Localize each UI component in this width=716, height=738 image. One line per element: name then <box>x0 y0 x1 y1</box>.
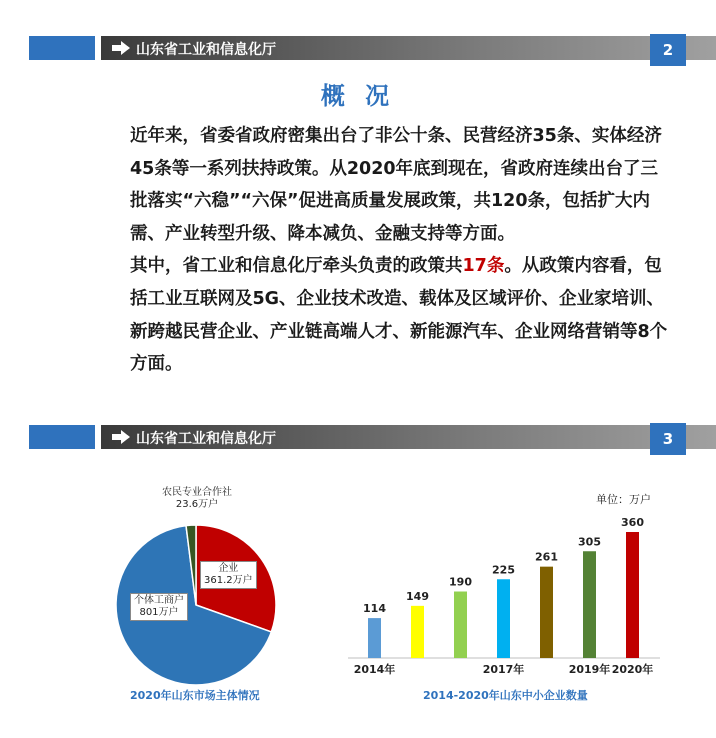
body-text <box>90 120 670 381</box>
paragraph-2-post: 。从政策内容看，包括工业互联网及5G、企业技术改造、载体及区域评价、企业家培训、新跨越民营企业、产业链高端人才、新能源汽车、企业网络营销等8个方面。 <box>130 256 668 375</box>
bar-value-label: 190 <box>449 575 472 589</box>
bar-2018 <box>540 567 553 658</box>
bar-value-label: 225 <box>492 563 515 577</box>
paragraph-2 <box>90 250 670 380</box>
paragraph-2-pre: 其中，省工业和信息化厅牵头负责的政策共 <box>130 256 463 277</box>
header-accent-block <box>29 425 95 449</box>
bar-2019 <box>583 551 596 658</box>
bar-value-label: 114 <box>363 602 386 616</box>
bar-2015 <box>411 606 424 658</box>
arrow-right-icon <box>112 41 130 55</box>
bar-chart-caption: 2014-2020年山东中小企业数量 <box>423 689 588 702</box>
bar-2016 <box>454 592 467 659</box>
x-tick-label: 2019年 <box>568 663 611 676</box>
bar-chart <box>340 498 700 684</box>
bar-value-label: 360 <box>621 516 644 529</box>
header-accent-block <box>29 36 95 60</box>
bar-2020 <box>626 532 639 658</box>
bar-value-label: 149 <box>406 589 429 603</box>
unit-label: 单位：万户 <box>596 493 651 506</box>
highlight-count: 17条 <box>462 256 505 277</box>
bar-2017 <box>497 579 510 658</box>
header-org-title: 山东省工业和信息化厅 <box>136 431 276 447</box>
pie-svg <box>100 513 290 689</box>
x-tick-label: 2014年 <box>353 663 396 676</box>
bar-value-label: 305 <box>578 535 601 549</box>
pie-label-enterprise: 企业 361.2万户 <box>200 561 257 589</box>
pie-chart-caption: 2020年山东市场主体情况 <box>130 689 260 702</box>
header-org-title: 山东省工业和信息化厅 <box>136 42 276 58</box>
pie-label-coop: 农民专业合作社 23.6万户 <box>162 487 232 510</box>
pie-label-individual: 个体工商户 801万户 <box>130 593 188 621</box>
slide-title: 概 况 <box>320 82 396 110</box>
pie-chart <box>100 483 290 713</box>
bar-value-label: 261 <box>535 550 558 564</box>
slide2-header <box>0 36 716 60</box>
x-tick-label: 2017年 <box>482 663 525 676</box>
arrow-right-icon <box>112 430 130 444</box>
bar-2014 <box>368 618 381 658</box>
paragraph-1: 近年来，省委省政府密集出台了非公十条、民营经济35条、实体经济45条等一系列扶持政策。从2020年底到现在，省政府连续出台了三批落实“六稳”“六保”促进高质量发展政策，共120条，包括扩大内需、产业转型升级、降本减负、金融支持等方面。 <box>130 126 662 244</box>
x-tick-label: 2020年 <box>611 663 654 676</box>
slide3-header <box>0 425 716 449</box>
page-number: 2 <box>650 34 686 66</box>
page-number: 3 <box>650 423 686 455</box>
